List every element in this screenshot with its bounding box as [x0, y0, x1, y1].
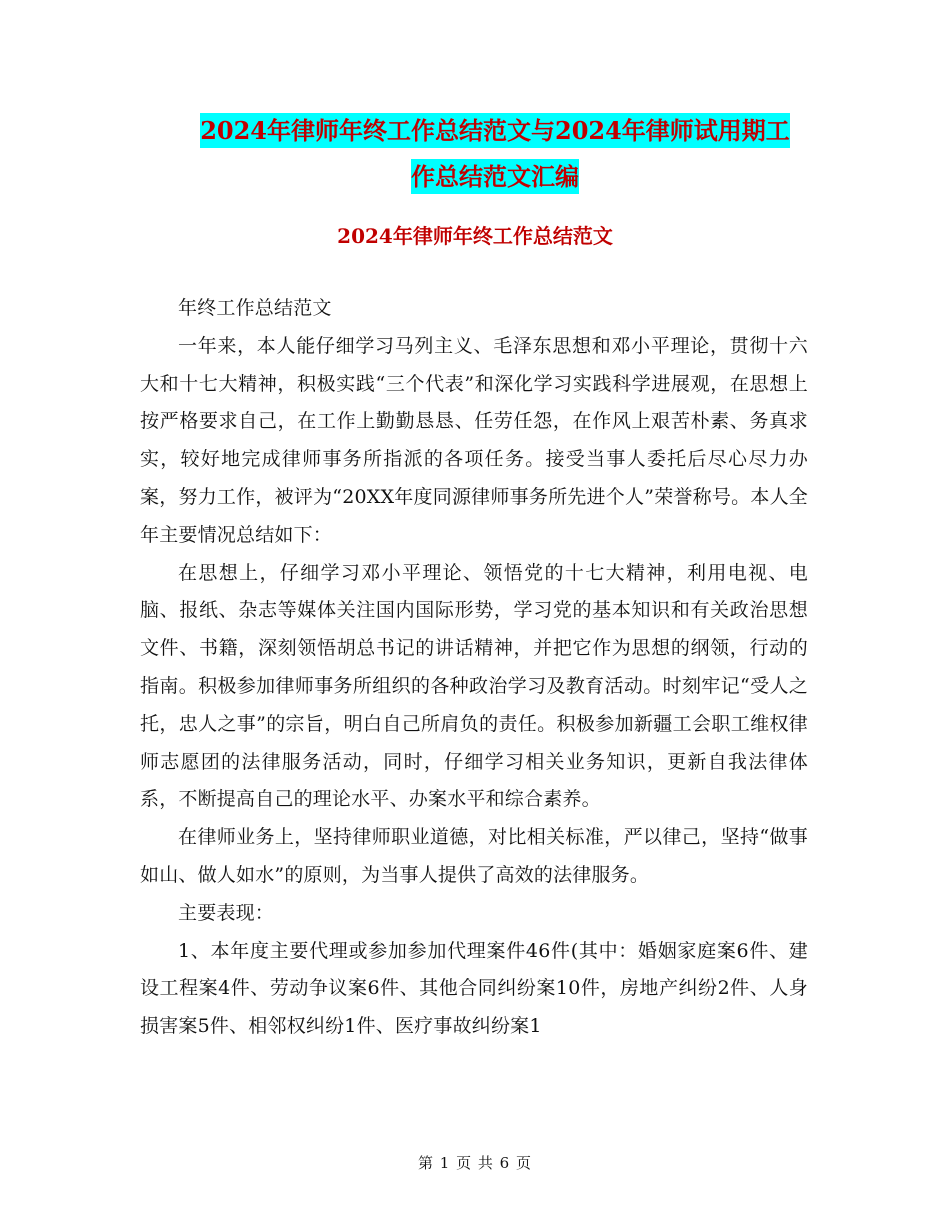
document-main-title — [120, 108, 870, 200]
paragraph-intro: 一年来，本人能仔细学习马列主义、毛泽东思想和邓小平理论，贯彻十六大和十七大精神，积极实践“三个代表”和深化学习实践科学进展观，在思想上按严格要求自己，在工作上勤勤恳恳、任劳任怨，在作风上艰苦朴素、务真求实，较好地完成律师事务所指派的各项任务。接受当事人委托后尽心尽力办案，努力工作，被评为“20XX年度同源律师事务所先进个人”荣誉称号。本人全年主要情况总结如下： — [140, 334, 808, 546]
main-title-line-1: 2024年律师年终工作总结范文与2024年律师试用期工 — [200, 113, 790, 148]
paragraph-case-list: 1、本年度主要代理或参加参加代理案件46件(其中：婚姻家庭案6件、建设工程案4件、劳动争议案6件、其他合同纠纷案10件，房地产纠纷2件、人身损害案5件、相邻权纠纷1件、医疗事故纠纷案1 — [140, 939, 808, 1038]
paragraph-subtitle: 年终工作总结范文 — [178, 297, 332, 319]
paragraph-main-performance: 主要表现： — [178, 901, 275, 924]
paragraph-practice: 在律师业务上，坚持律师职业道德，对比相关标准，严以律己，坚持“做事如山、做人如水”的原则，为当事人提供了高效的法律服务。 — [140, 826, 808, 886]
paragraph-ideology: 在思想上，仔细学习邓小平理论、领悟党的十七大精神，利用电视、电脑、报纸、杂志等媒体关注国内国际形势，学习党的基本知识和有关政治思想文件、书籍，深刻领悟胡总书记的讲话精神，并把它作为思想的纲领，行动的指南。积极参加律师事务所组织的各种政治学习及教育活动。时刻牢记“受人之托，忠人之事”的宗旨，明白自己所肩负的责任。积极参加新疆工会职工维权律师志愿团的法律服务活动，同时，仔细学习相关业务知识，更新自我法律体系，不断提高自己的理论水平、办案水平和综合素养。 — [140, 561, 808, 811]
document-body — [140, 290, 808, 1046]
main-title-line-2: 作总结范文汇编 — [411, 159, 579, 194]
section-title: 2024年律师年终工作总结范文 — [337, 224, 613, 248]
page-footer: 第 1 页 共 6 页 — [418, 1154, 532, 1172]
